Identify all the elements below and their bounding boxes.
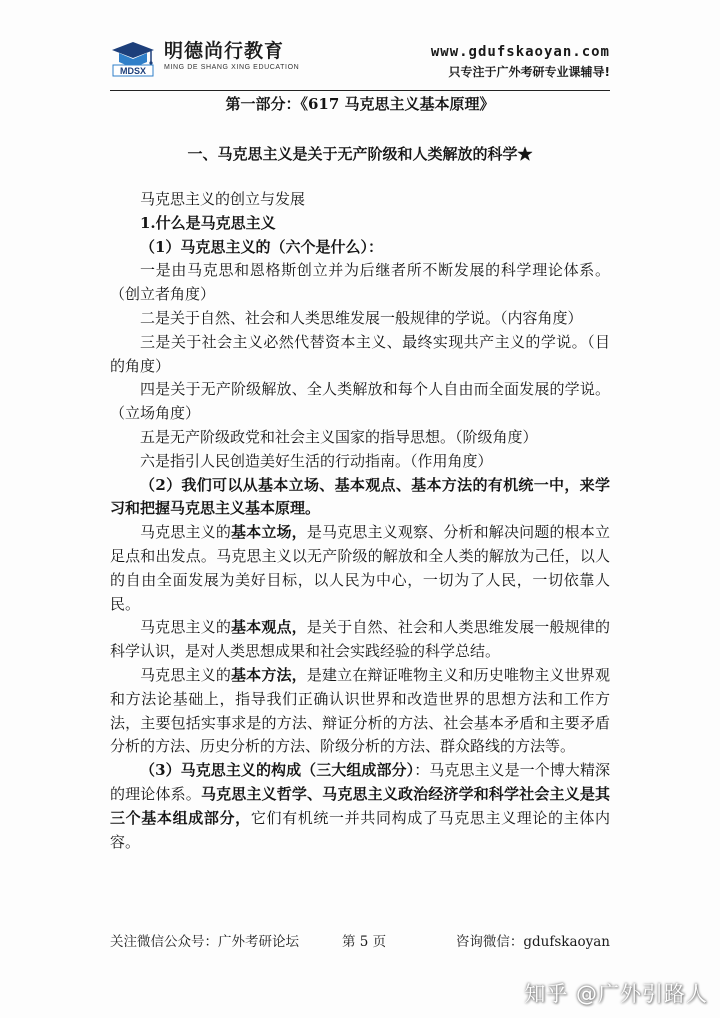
term-prefix: 马克思主义的 bbox=[140, 523, 231, 542]
logo-text bbox=[164, 40, 299, 71]
term-prefix: 马克思主义的 bbox=[140, 665, 231, 684]
paragraph-basic-view bbox=[110, 616, 610, 664]
paragraph-basic-method bbox=[110, 664, 610, 759]
footer-contact: 咨询微信：gdufskaoyan bbox=[455, 934, 610, 950]
section-heading: 马克思主义的创立与发展 bbox=[140, 190, 306, 208]
list-item: 四是关于无产阶级解放、全人类解放和每个人自由而全面发展的学说。（立场角度） bbox=[110, 380, 610, 423]
document-body bbox=[110, 188, 610, 854]
term-basic-stance: 基本立场， bbox=[231, 523, 307, 542]
composition-intro: ：马克思主义是一个博大精深的理论体系。 bbox=[110, 761, 610, 803]
term-definition: 是建立在辩证唯物主义和历史唯物主义世界观和方法论基础上，指导我们正确认识世界和改造世界的思想方法和工作方法，主要包括实事求是的方法、辩证分析的方法、社会基本矛盾和主要矛盾分析的方法、历史分析的方法、阶级分析的方法、群众路线的方法等。 bbox=[110, 665, 610, 756]
paragraph-basic-stance bbox=[110, 521, 610, 616]
logo-name-en: MING DE SHANG XING EDUCATION bbox=[164, 64, 300, 71]
part-title: 第一部分：《617 马克思主义基本原理》 bbox=[225, 95, 495, 113]
header-divider bbox=[110, 90, 610, 91]
subsection-heading-1: （1）马克思主义的（六个是什么）： bbox=[140, 237, 383, 256]
composition-summary: 它们有机统一并共同构成了马克思主义理论的主体内容。 bbox=[110, 808, 610, 851]
question-heading: 1.什么是马克思主义 bbox=[140, 213, 276, 232]
term-prefix: 马克思主义的 bbox=[140, 618, 231, 637]
header-right bbox=[431, 44, 610, 80]
term-basic-view: 基本观点， bbox=[231, 618, 307, 637]
list-item: 六是指引人民创造美好生活的行动指南。（作用角度） bbox=[140, 451, 493, 470]
site-slogan: 只专注于广外考研专业课辅导! bbox=[448, 65, 610, 79]
term-basic-method: 基本方法， bbox=[231, 665, 307, 684]
logo-mark-text: MDSX bbox=[119, 66, 147, 76]
site-url: www.gdufskaoyan.com bbox=[430, 44, 610, 60]
list-item: 一是由马克思和恩格斯创立并为后继者所不断发展的科学理论体系。（创立者角度） bbox=[110, 261, 610, 304]
page-header bbox=[110, 36, 610, 88]
list-item: 三是关于社会主义必然代替资本主义、最终实现共产主义的学说。（目的角度） bbox=[110, 332, 610, 375]
logo-name-cn: 明德尚行教育 bbox=[164, 40, 285, 62]
page-number: 第 5 页 bbox=[342, 934, 387, 950]
chapter-title: 一、马克思主义是关于无产阶级和人类解放的科学★ bbox=[187, 145, 533, 163]
list-item: 二是关于自然、社会和人类思维发展一般规律的学说。（内容角度） bbox=[140, 308, 583, 327]
graduation-cap-logo-icon bbox=[110, 40, 156, 78]
zhihu-watermark: 知乎 @广外引路人 bbox=[524, 982, 708, 1006]
list-item: 五是无产阶级政党和社会主义国家的指导思想。（阶级角度） bbox=[140, 427, 538, 446]
subsection-heading-2: （2）我们可以从基本立场、基本观点、基本方法的有机统一中，来学习和把握马克思主义基本原理。 bbox=[110, 475, 610, 518]
term-definition: 是关于自然、社会和人类思维发展一般规律的科学认识，是对人类思想成果和社会实践经验的科学总结。 bbox=[110, 618, 610, 661]
term-definition: 是马克思主义观察、分析和解决问题的根本立足点和出发点。马克思主义以无产阶级的解放和全人类的解放为己任，以人的自由全面发展为美好目标，以人民为中心，一切为了人民，一切依靠人民。 bbox=[110, 523, 610, 613]
subsection-heading-3: （3）马克思主义的构成（三大组成部分） bbox=[140, 761, 415, 780]
footer-wechat-account: 关注微信公众号：广外考研论坛 bbox=[110, 934, 299, 950]
paragraph-composition bbox=[110, 759, 610, 854]
composition-parts: 马克思主义哲学、马克思主义政治经济学和科学社会主义是其三个基本组成部分， bbox=[110, 784, 610, 827]
